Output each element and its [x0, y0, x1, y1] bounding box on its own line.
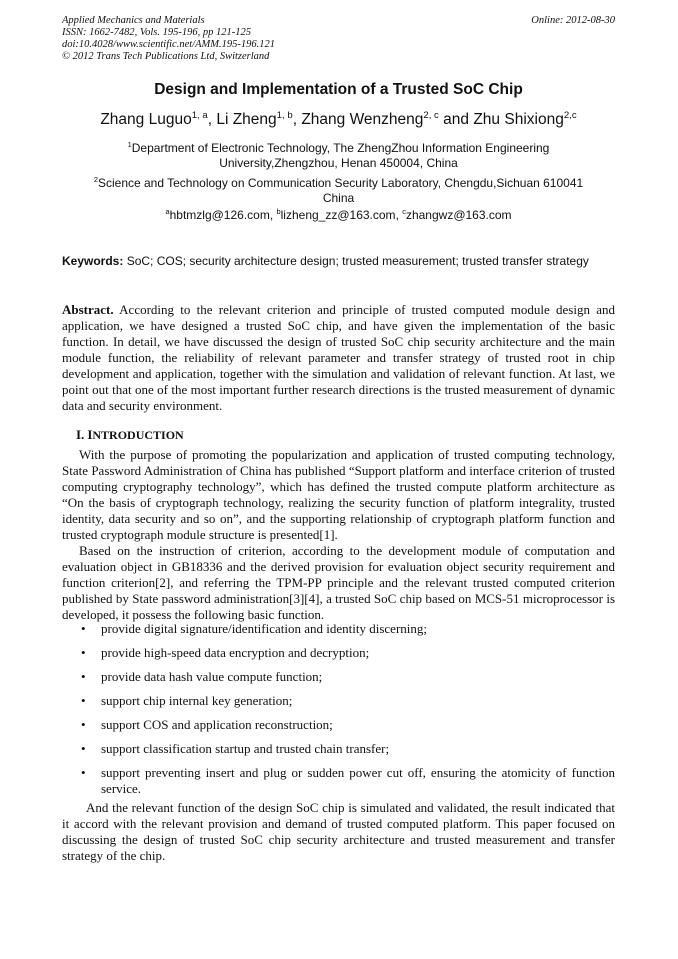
paper-title: Design and Implementation of a Trusted SoC Chip — [154, 81, 523, 98]
bullet-icon: • — [81, 693, 86, 708]
bullet-icon: • — [81, 621, 86, 636]
journal-issn: ISSN: 1662-7482, Vols. 195-196, pp 121-125 — [62, 27, 251, 38]
author-name: Li Zheng — [216, 111, 277, 128]
list-item: • provide data hash value compute function; — [81, 669, 323, 684]
bullet-icon: • — [81, 645, 86, 660]
abstract-label: Abstract. — [62, 302, 114, 317]
author-name: Zhu Shixiong — [473, 111, 564, 128]
introduction-body — [62, 447, 615, 623]
paragraph: With the purpose of promoting the popularization and application of trusted computing technology, State Password Administration of China has published “Support platform and interface criterion of trusted computing cryptography technology”, which has defined the trusted compute platform architecture as “On the basis of cryptograph technology, realizing the security function of platform integrality, trusted identity, data security and so on”, and the supporting relationship of cryptograph platform function and trusted cryptograph module structure is presented[1]. — [62, 447, 615, 542]
author-name: Zhang Wenzheng — [301, 111, 424, 128]
list-item: • support COS and application reconstruction; — [81, 717, 333, 732]
email-link[interactable]: lizheng_zz@163.com — [280, 208, 396, 222]
closing-body — [62, 800, 615, 864]
journal-header — [62, 15, 462, 63]
function-list — [62, 621, 615, 805]
list-item: • support classification startup and trusted chain transfer; — [81, 741, 390, 756]
affiliation-1: $^1$Department of Electronic Technology, The ZhengZhou Information Engineering University,Zhengzhou, Henan 450004, China — [127, 140, 550, 170]
bullet-icon: • — [81, 741, 86, 756]
bullet-icon: • — [81, 669, 86, 684]
abstract — [62, 302, 615, 414]
journal-copyright: © 2012 Trans Tech Publications Ltd, Switzerland — [62, 51, 270, 62]
online-date: Online: 2012-08-30 — [531, 15, 615, 26]
list-item: • provide high-speed data encryption and decryption; — [81, 645, 370, 660]
abstract-text: According to the relevant criterion and principle of trusted computed module design and application, we have designed a trusted SoC chip, and have given the implementation of the basic function. In detail, we have discussed the design of trusted SoC chip security architecture and the main module function, the reliability of relevant parameter and transfer strategy of trusted root in chip development and application, together with the simulation and validation of relevant function. At last, we point out that one of the most important further research directions is the trusted measurement of dynamic data and security environment. — [62, 302, 615, 413]
bullet-icon: • — [81, 765, 86, 780]
paragraph: And the relevant function of the design SoC chip is simulated and validated, the result indicated that it accord with the relevant provision and demand of trusted computed platform. This paper focused on discussing the design of trusted SoC chip security architecture and trusted measurement and transfer strategy of the chip. — [62, 800, 615, 863]
keywords-label: Keywords: — [62, 254, 124, 268]
author-name: Zhang Luguo — [100, 111, 192, 128]
affiliation-2: $^2$Science and Technology on Communication Security Laboratory, Chengdu,Sichuan 610041 China — [93, 175, 584, 205]
list-item: • provide digital signature/identification and identity discerning; — [81, 621, 428, 636]
list-item: • support chip internal key generation; — [81, 693, 293, 708]
paragraph: Based on the instruction of criterion, according to the development module of computation and evaluation object in GB18336 and the derived provision for evaluation object security requirement and function criterion[2], and referring the TPM-PP principle and the relevant trusted computed criterion published by State password administration[3][4], a trusted SoC chip based on MCS-51 microprocessor is developed, it possess the following basic function. — [62, 543, 615, 622]
journal-name: Applied Mechanics and Materials — [62, 15, 205, 26]
keywords — [62, 254, 615, 269]
author-emails: $^a$hbtmzlg@126.com, $^b$lizheng_zz@163.com, $^c$zhangwz@163.com — [165, 207, 512, 222]
list-item: • support preventing insert and plug or sudden power cut off, ensuring the atomicity of function service. — [81, 765, 615, 796]
section-heading: I. INTRODUCTION — [76, 427, 184, 442]
author-list: Zhang Luguo$^{1, a}$, Li Zheng$^{1, b}$, Zhang Wenzheng$^{2, c}$ and Zhu Shixiong$^{2,c}$ — [100, 109, 577, 128]
journal-doi: doi:10.4028/www.scientific.net/AMM.195-196.121 — [62, 39, 275, 50]
email-link[interactable]: zhangwz@163.com — [405, 208, 512, 222]
keywords-text: SoC; COS; security architecture design; trusted measurement; trusted transfer strategy — [123, 254, 589, 268]
author-sup: 2, c — [423, 109, 439, 121]
bullet-icon: • — [81, 717, 86, 732]
author-sup: 1, b — [276, 109, 293, 121]
author-sup: 1, a — [191, 109, 208, 121]
email-link[interactable]: hbtmzlg@126.com — [169, 208, 270, 222]
author-sup: 2,c — [563, 109, 577, 121]
